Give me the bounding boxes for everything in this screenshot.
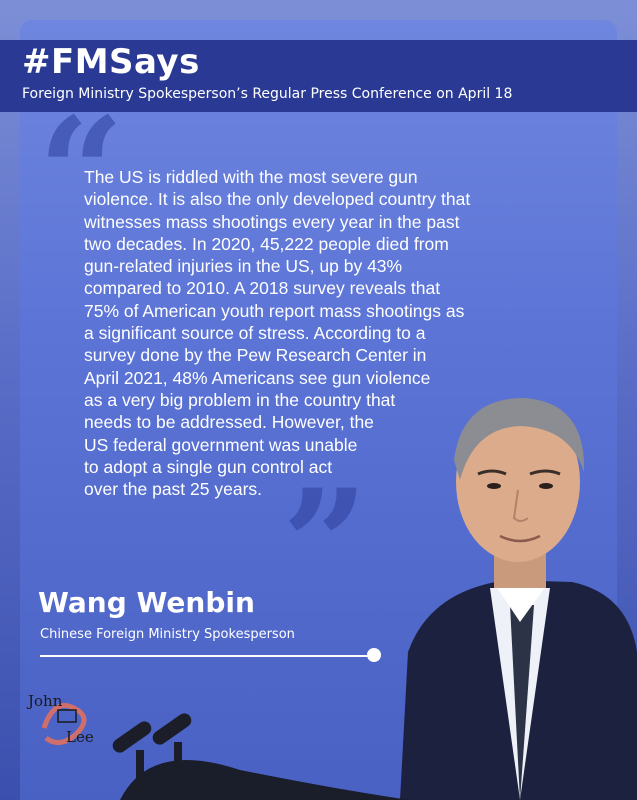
quote-line: witnesses mass shootings every year in the past — [84, 211, 460, 232]
hashtag-title: #FMSays — [22, 42, 200, 82]
quote-line: compared to 2010. A 2018 survey reveals that — [84, 278, 441, 299]
quote-line: violence. It is also the only developed country that — [84, 189, 471, 210]
page-subtitle: Foreign Ministry Spokesperson’s Regular Press Conference on April 18 — [22, 86, 513, 102]
divider-dot-icon — [367, 648, 381, 662]
quote-line: two decades. In 2020, 45,222 people died from — [84, 233, 449, 254]
quote-line: April 2021, 48% Americans see gun violence — [84, 367, 431, 388]
quote-line: as a very big problem in the country that — [84, 389, 396, 410]
quote-line: 75% of American youth report mass shootings as — [84, 300, 465, 321]
watermark-text-john: John — [28, 692, 63, 710]
quote-line: The US is riddled with the most severe gun — [84, 167, 418, 187]
close-quote-icon: ” — [282, 457, 369, 633]
quote-line: US federal government was unable — [84, 434, 358, 455]
watermark-logo — [24, 688, 104, 752]
quote-line: to adopt a single gun control act — [84, 456, 333, 477]
quote-line: gun-related injuries in the US, up by 43% — [84, 256, 403, 277]
speaker-title: Chinese Foreign Ministry Spokesperson — [40, 627, 295, 642]
microphone-icon — [90, 700, 410, 800]
speaker-portrait — [400, 390, 637, 800]
quote-line: survey done by the Pew Research Center in — [84, 345, 427, 366]
quote-line: over the past 25 years. — [84, 479, 263, 500]
quote-line: a significant source of stress. According to a — [84, 323, 426, 344]
watermark-text-lee: Lee — [66, 728, 94, 746]
open-quote-icon: “ — [38, 85, 125, 261]
quote-line: needs to be addressed. However, the — [84, 412, 374, 433]
divider-line — [40, 655, 372, 657]
speaker-name: Wang Wenbin — [38, 586, 255, 619]
